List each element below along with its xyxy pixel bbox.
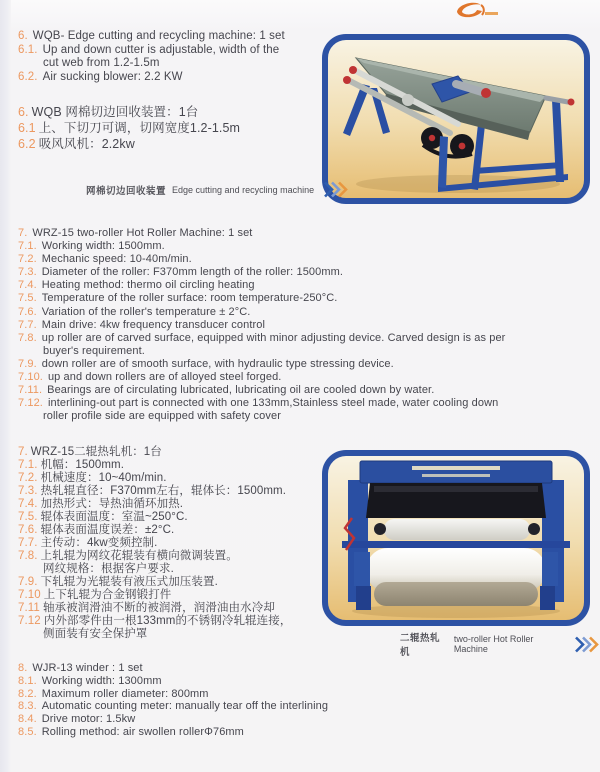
item-number: 7.6.	[18, 524, 38, 536]
spec-line-continuation	[18, 57, 285, 71]
item-text: Maximum roller diameter: 800mm	[41, 687, 209, 700]
item-number: 7.1.	[18, 240, 37, 253]
spec-line	[18, 700, 328, 713]
spec-line	[18, 332, 505, 345]
triple-chevron-icon	[574, 636, 600, 653]
item-text: Diameter of the roller: F370mm length of the roller: 1500mm.	[41, 266, 344, 279]
item-text: 加热形式：导热油循环加热.	[40, 498, 184, 510]
spec-line	[18, 397, 505, 410]
spec-line	[18, 446, 291, 459]
item-number: 8.2.	[18, 687, 37, 700]
item-number: 8.5.	[18, 725, 37, 738]
item-number: 7.10	[18, 589, 41, 601]
spec-line-continuation	[18, 628, 291, 641]
page-left-edge-shade	[0, 0, 11, 772]
machine-photo-hot-roller	[322, 450, 590, 626]
item-text: Variation of the roller's temperature ± 2°C.	[41, 305, 251, 318]
item-text: WRZ-15 two-roller Hot Roller Machine: 1 set	[32, 227, 253, 239]
item-text: Drive motor: 1.5kw	[41, 713, 136, 726]
spec-line	[18, 44, 285, 58]
section-6-english	[18, 30, 285, 84]
item-text: 侧面装有安全保护罩	[43, 628, 148, 640]
spec-line	[18, 459, 291, 472]
item-text: 内外部零件由一根133mm的不锈钢冷轧辊连接，	[43, 615, 292, 627]
item-text: roller profile side are equipped with safety cover	[43, 410, 281, 423]
caption-chinese: 二辊热轧机	[400, 633, 441, 658]
spec-line	[18, 511, 291, 524]
item-number: 7.	[18, 227, 28, 239]
item-text: Main drive: 4kw frequency transducer control	[41, 318, 266, 331]
caption-chinese: 网棉切边回收装置	[86, 185, 167, 197]
spec-line	[18, 266, 505, 279]
item-text: buyer's requirement.	[43, 344, 145, 357]
section-7-english	[18, 227, 505, 423]
spec-line	[18, 498, 291, 511]
spec-line	[18, 240, 505, 253]
item-text: 下轧辊为光辊装有液压式加压装置.	[40, 576, 218, 588]
item-number: 7.9.	[18, 357, 37, 370]
spec-line	[18, 675, 328, 688]
brand-logo-icon	[450, 0, 508, 20]
item-number: 7.4.	[18, 498, 38, 510]
spec-line	[18, 662, 328, 675]
item-number: 7.7.	[18, 318, 37, 331]
item-number: 6.1.	[18, 43, 38, 56]
item-text: Temperature of the roller surface: room temperature-250°C.	[41, 292, 338, 305]
item-number: 7.8.	[18, 331, 37, 344]
item-number: 7.12	[18, 615, 41, 627]
item-text: 热轧辊直径：F370mm左右，辊体长：1500mm.	[40, 485, 287, 497]
item-number: 6.	[18, 30, 28, 42]
spec-line	[18, 279, 505, 292]
spec-line	[18, 726, 328, 739]
item-text: down roller are of smooth surface, with hydraulic type stressing device.	[41, 357, 394, 370]
item-number: 6.2.	[18, 70, 38, 83]
item-text: 上、下切刀可调，切网宽度1.2-1.5m	[38, 121, 241, 135]
item-text: 机幅：1500mm.	[40, 459, 125, 471]
caption-english: Edge cutting and recycling machine	[172, 184, 315, 195]
machine-photo-edge-cutter	[322, 34, 590, 204]
item-text: 主传动：4kw变频控制.	[40, 537, 158, 549]
item-number: 7.6.	[18, 305, 37, 318]
item-number: 8.3.	[18, 700, 37, 713]
item-text: 网纹规格：根据客户要求.	[43, 563, 174, 575]
spec-line	[18, 589, 291, 602]
item-number: 7.11	[18, 602, 40, 614]
spec-line	[18, 227, 505, 240]
item-text: Mechanic speed: 10-40m/min.	[41, 253, 192, 266]
item-number: 6.2	[18, 137, 36, 151]
spec-line	[18, 253, 505, 266]
item-number: 7.9.	[18, 576, 38, 588]
item-number: 7.7.	[18, 537, 38, 549]
caption-edge-cutter	[86, 181, 349, 198]
item-text: 吸风风机：2.2kw	[38, 137, 135, 151]
section-6-chinese	[18, 104, 240, 152]
item-number: 7.1.	[18, 459, 38, 471]
spec-line-continuation	[18, 345, 505, 358]
item-text: 上轧辊为网纹花辊装有横向微调装置。	[40, 550, 238, 562]
caption-hot-roller	[400, 630, 600, 658]
item-number: 7.	[18, 446, 28, 458]
item-text: WQB 网棉切边回收装置：1台	[31, 105, 199, 119]
spec-line	[18, 306, 505, 319]
item-text: Bearings are of circulating lubricated, lubricating oil are cooled down by water.	[47, 384, 435, 397]
spec-line	[18, 602, 291, 615]
caption-english: two-roller Hot Roller Machine	[453, 634, 534, 654]
item-number: 7.2.	[18, 253, 37, 266]
item-text: WRZ-15二辊热轧机：1台	[30, 446, 162, 458]
spec-line	[18, 292, 505, 305]
spec-line	[18, 550, 291, 563]
item-text: Working width: 1300mm	[41, 674, 162, 687]
item-text: interlining-out part is connected with one 133mm,Stainless steel made, water cooling down	[47, 397, 499, 410]
item-text: Up and down cutter is adjustable, width of the	[42, 43, 280, 56]
item-number: 7.10.	[18, 371, 43, 384]
spec-line	[18, 472, 291, 485]
spec-line	[18, 120, 240, 136]
item-number: 7.8.	[18, 550, 38, 562]
item-text: Working width: 1500mm.	[41, 240, 165, 253]
spec-line	[18, 371, 505, 384]
spec-line	[18, 30, 285, 44]
item-text: Automatic counting meter: manually tear off the interlining	[41, 700, 329, 713]
item-number: 7.11.	[18, 384, 43, 397]
item-number: 7.4.	[18, 279, 37, 292]
spec-line	[18, 104, 240, 120]
item-number: 8.1.	[18, 674, 37, 687]
spec-line	[18, 384, 505, 397]
item-text: Air sucking blower: 2.2 KW	[42, 70, 183, 83]
item-text: 上下轧辊为合金钢锻打件	[43, 589, 172, 601]
spec-line	[18, 615, 291, 628]
item-text: 辊体表面温度误差：±2°C.	[40, 524, 175, 536]
item-text: Heating method: thermo oil circling heating	[41, 279, 255, 292]
item-number: 7.12.	[18, 397, 43, 410]
item-text: up and down rollers are of alloyed steel forged.	[47, 371, 282, 384]
spec-line	[18, 319, 505, 332]
spec-line-continuation	[18, 563, 291, 576]
item-text: Rolling method: air swollen rollerΦ76mm	[41, 725, 244, 738]
item-text: WJR-13 winder : 1 set	[32, 662, 143, 674]
section-8-english	[18, 662, 328, 739]
spec-line	[18, 358, 505, 371]
spec-line	[18, 136, 240, 152]
item-number: 6.	[18, 105, 29, 119]
section-7-chinese	[18, 446, 291, 641]
spec-line	[18, 485, 291, 498]
item-number: 8.	[18, 662, 28, 674]
item-text: 机械速度：10~40m/min.	[40, 472, 167, 484]
spec-line	[18, 524, 291, 537]
edge-cutter-illustration	[328, 40, 584, 198]
item-number: 7.5.	[18, 511, 38, 523]
item-text: up roller are of carved surface, equipped with minor adjusting device. Carved design is as per	[41, 331, 506, 344]
item-text: WQB- Edge cutting and recycling machine: 1 set	[32, 30, 285, 42]
item-text: 辊体表面温度：室温~250°C.	[40, 511, 188, 523]
spec-line	[18, 713, 328, 726]
item-number: 7.2.	[18, 472, 38, 484]
spec-line-continuation	[18, 410, 505, 423]
item-number: 8.4.	[18, 713, 37, 726]
spec-line	[18, 576, 291, 589]
item-text: cut web from 1.2-1.5m	[43, 57, 160, 69]
item-number: 7.3.	[18, 266, 37, 279]
hot-roller-illustration	[328, 456, 584, 620]
item-number: 6.1	[18, 121, 36, 135]
item-number: 7.5.	[18, 292, 37, 305]
item-text: 轴承被润滑油不断的被润滑，润滑油由水冷却	[42, 602, 275, 614]
item-number: 7.3.	[18, 485, 38, 497]
triple-chevron-icon	[323, 181, 349, 198]
spec-line	[18, 71, 285, 85]
spec-line	[18, 688, 328, 701]
spec-line	[18, 537, 291, 550]
